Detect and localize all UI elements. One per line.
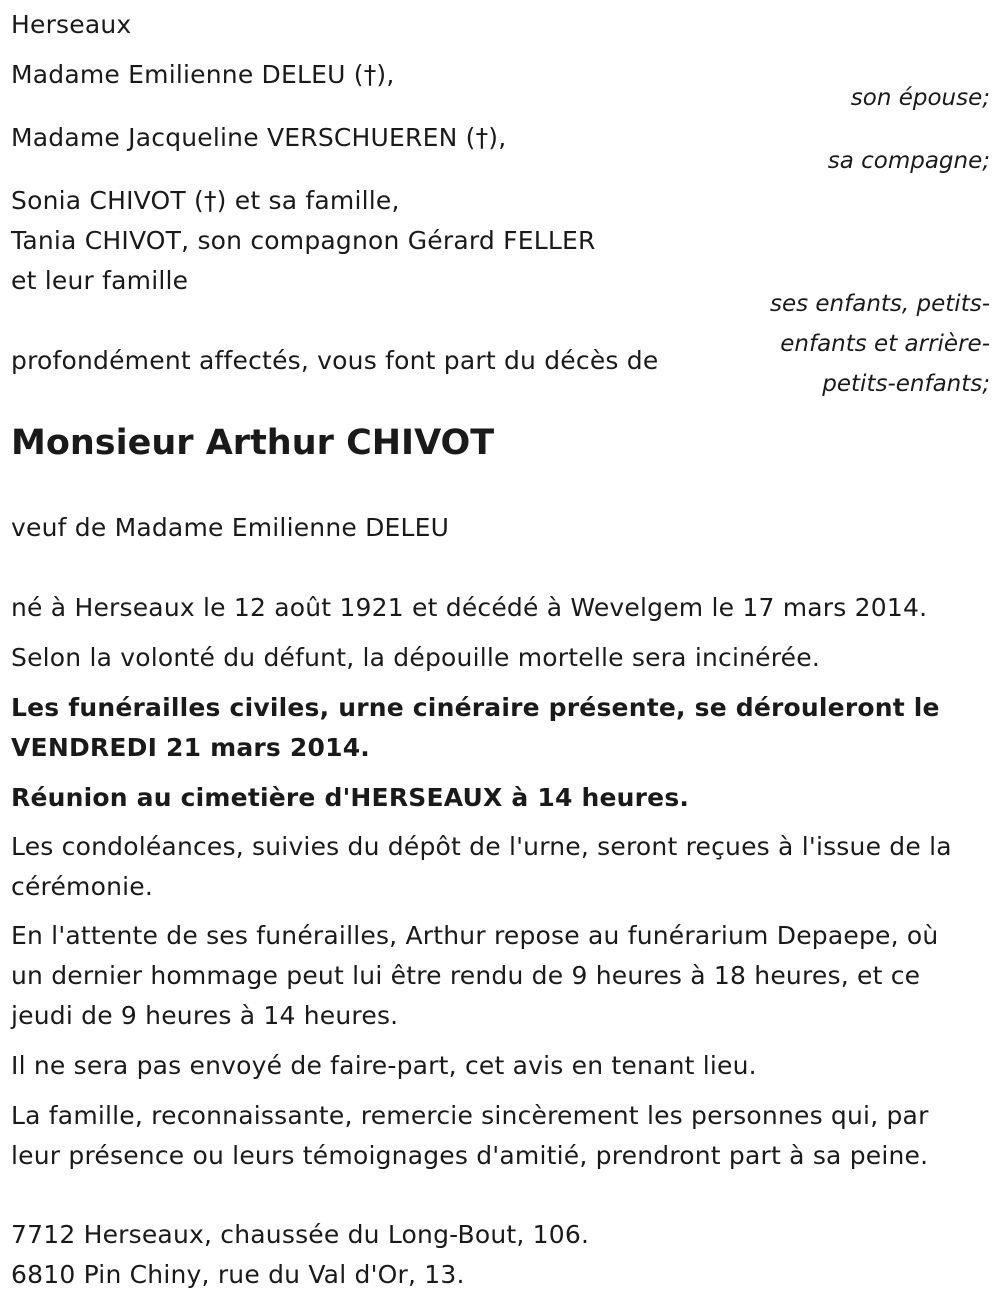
spouse-line: Madame Emilienne DELEU (†), xyxy=(11,60,395,89)
funeral-line-2: VENDREDI 21 mars 2014. xyxy=(11,733,370,762)
visitation-line-2: un dernier hommage peut lui être rendu de 9 heures à 18 heures, et ce xyxy=(11,961,921,990)
funeral-line-1: Les funérailles civiles, urne cinéraire présente, se dérouleront le xyxy=(11,693,940,722)
children-line-3: et leur famille xyxy=(11,266,189,295)
companion-role: sa compagne; xyxy=(827,148,990,174)
town-heading: Herseaux xyxy=(11,10,132,39)
address-line-2: 6810 Pin Chiny, rue du Val d'Or, 13. xyxy=(11,1260,465,1289)
cremation-line: Selon la volonté du défunt, la dépouille mortelle sera incinérée. xyxy=(11,643,820,672)
children-role-line-3: petits-enfants; xyxy=(822,371,990,397)
announcement-line: profondément affectés, vous font part du décès de xyxy=(11,346,659,375)
companion-line: Madame Jacqueline VERSCHUEREN (†), xyxy=(11,123,507,152)
children-line-1: Sonia CHIVOT (†) et sa famille, xyxy=(11,186,400,215)
children-role-line-2: enfants et arrière- xyxy=(780,331,990,357)
condolences-line-1: Les condoléances, suivies du dépôt de l'urne, seront reçues à l'issue de la xyxy=(11,832,952,861)
widower-line: veuf de Madame Emilienne DELEU xyxy=(11,513,450,542)
no-letters-line: Il ne sera pas envoyé de faire-part, cet avis en tenant lieu. xyxy=(11,1051,757,1080)
thanks-line-2: leur présence ou leurs témoignages d'amitié, prendront part à sa peine. xyxy=(11,1141,929,1170)
visitation-line-1: En l'attente de ses funérailles, Arthur repose au funérarium Depaepe, où xyxy=(11,921,939,950)
meeting-line: Réunion au cimetière d'HERSEAUX à 14 heures. xyxy=(11,783,690,812)
thanks-line-1: La famille, reconnaissante, remercie sincèrement les personnes qui, par xyxy=(11,1101,929,1130)
deceased-name: Monsieur Arthur CHIVOT xyxy=(11,423,495,463)
address-line-1: 7712 Herseaux, chaussée du Long-Bout, 106. xyxy=(11,1220,590,1249)
children-line-2: Tania CHIVOT, son compagnon Gérard FELLER xyxy=(11,226,596,255)
birth-death-line: né à Herseaux le 12 août 1921 et décédé à Wevelgem le 17 mars 2014. xyxy=(11,593,928,622)
visitation-line-3: jeudi de 9 heures à 14 heures. xyxy=(11,1001,399,1030)
condolences-line-2: cérémonie. xyxy=(11,872,154,901)
children-role-line-1: ses enfants, petits- xyxy=(769,291,990,317)
spouse-role: son épouse; xyxy=(850,85,990,111)
